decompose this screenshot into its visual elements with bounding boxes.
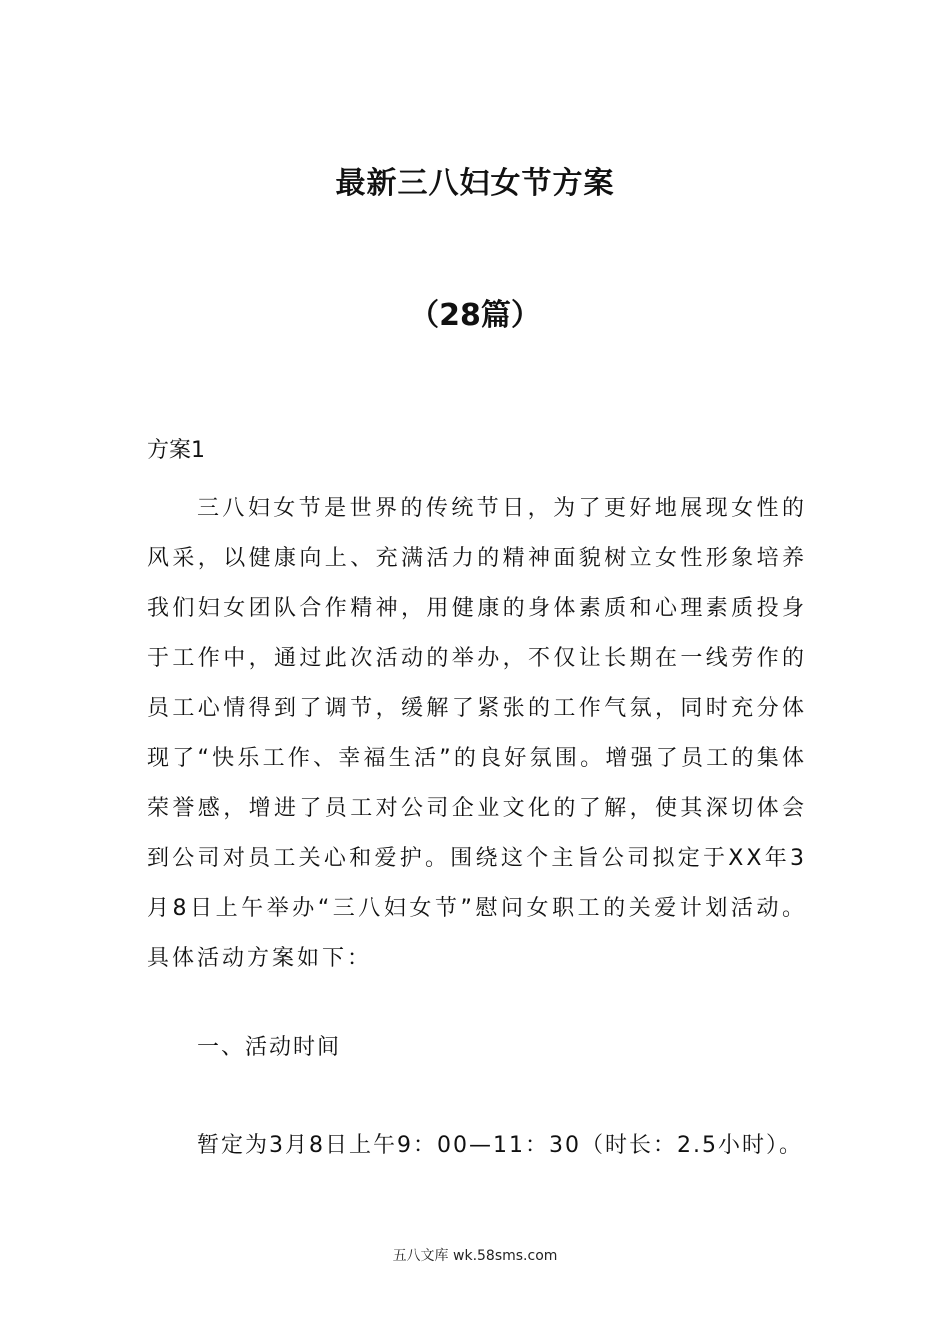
intro-paragraph: 三八妇女节是世界的传统节日，为了更好地展现女性的风采，以健康向上、充满活力的精神面貌树立女性形象培养我们妇女团队合作精神，用健康的身体素质和心理素质投身于工作中，通过此次活动的举办，不仅让长期在一线劳作的员工心情得到了调节，缓解了紧张的工作气氛，同时充分体现了“快乐工作、幸福生活”的良好氛围。增强了员工的集体荣誉感，增进了员工对公司企业文化的了解，使其深切体会到公司对员工关心和爱护。围绕这个主旨公司拟定于XX年3月8日上午举办“三八妇女节”慰问女职工的关爱计划活动。具体活动方案如下： (147, 496, 807, 971)
activity-time-text: 暂定为3月8日上午9：00—11：30（时长：2.5小时）。 (197, 1133, 803, 1158)
footer-watermark: 五八文库 wk.58sms.com (392, 1248, 558, 1264)
document-title: 最新三八妇女节方案 (335, 166, 615, 201)
section-heading-activity-time: 一、活动时间 (197, 1035, 342, 1060)
section-label: 方案1 (147, 438, 205, 463)
document-subtitle: （28篇） (409, 298, 541, 333)
